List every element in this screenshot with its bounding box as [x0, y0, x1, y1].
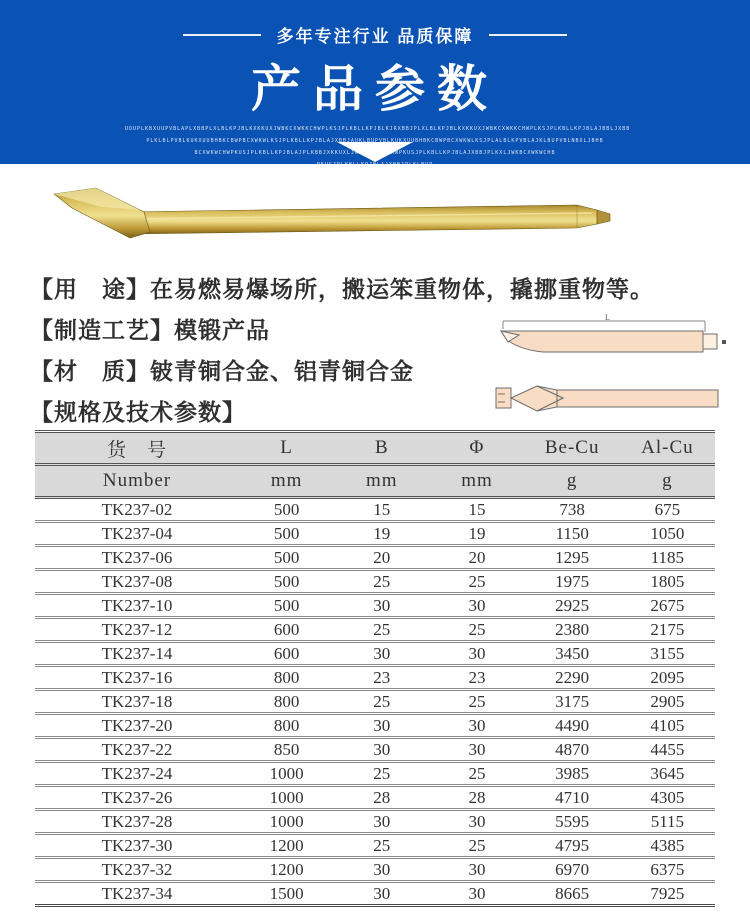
table-cell: 800 — [239, 690, 334, 714]
technical-drawings — [493, 314, 745, 422]
table-cell: 20 — [429, 546, 524, 570]
length-dimension-label: L — [605, 313, 610, 322]
table-cell: 30 — [334, 642, 429, 666]
table-cell: 600 — [239, 618, 334, 642]
table-row — [35, 810, 715, 834]
table-cell: 3155 — [620, 642, 715, 666]
table-cell: 4105 — [620, 714, 715, 738]
banner — [0, 0, 750, 168]
table-cell: 25 — [334, 834, 429, 858]
table-cell: 30 — [334, 858, 429, 882]
header-row-cn — [35, 432, 715, 465]
table-cell: 1000 — [239, 786, 334, 810]
col-unit-phi: mm — [429, 465, 524, 498]
table-cell: 25 — [334, 690, 429, 714]
table-cell: 1000 — [239, 762, 334, 786]
tagline-row — [0, 0, 750, 47]
table-cell: 6375 — [620, 858, 715, 882]
table-cell: 2095 — [620, 666, 715, 690]
table-cell: 4455 — [620, 738, 715, 762]
table-cell: TK237-22 — [35, 738, 239, 762]
table-cell: TK237-08 — [35, 570, 239, 594]
table-cell: 2905 — [620, 690, 715, 714]
spec-table — [35, 430, 715, 907]
table-cell: 30 — [429, 738, 524, 762]
table-cell: 738 — [525, 498, 620, 522]
banner-noise-line: BCXWKWCHWPKUSJPLKBLLKPJBLAJPLKBBJXKKUXLJWKBCXWKWCHWPKUSJPLKBLLKPJBLAJXBBJPLKXLJWKBCXWKWCHB — [194, 150, 556, 156]
table-cell: 25 — [429, 570, 524, 594]
table-cell: 4795 — [525, 834, 620, 858]
table-row — [35, 618, 715, 642]
table-cell: 4710 — [525, 786, 620, 810]
col-unit-number: Number — [35, 465, 239, 498]
table-cell: 2380 — [525, 618, 620, 642]
material-line: 【材 质】铍青铜合金、铝青铜合金 — [30, 358, 414, 384]
usage-line: 【用 途】在易燃易爆场所，搬运笨重物体，撬挪重物等。 — [30, 276, 654, 302]
table-cell: TK237-12 — [35, 618, 239, 642]
table-cell: 4385 — [620, 834, 715, 858]
table-cell: 30 — [334, 594, 429, 618]
table-cell: 500 — [239, 522, 334, 546]
table-cell: 3450 — [525, 642, 620, 666]
page-title: 产品参数 — [251, 61, 499, 117]
table-cell: 30 — [429, 882, 524, 906]
table-cell: 1805 — [620, 570, 715, 594]
banner-tagline: 多年专注行业 品质保障 — [276, 27, 474, 46]
table-cell: 30 — [429, 858, 524, 882]
table-cell: 19 — [334, 522, 429, 546]
table-cell: 30 — [429, 714, 524, 738]
table-cell: 28 — [334, 786, 429, 810]
table-row — [35, 594, 715, 618]
table-cell: 30 — [334, 810, 429, 834]
table-row — [35, 546, 715, 570]
col-unit-alcu: g — [620, 465, 715, 498]
table-cell: 23 — [429, 666, 524, 690]
table-cell: 500 — [239, 594, 334, 618]
table-row — [35, 714, 715, 738]
table-cell: 15 — [334, 498, 429, 522]
table-row — [35, 834, 715, 858]
table-cell: TK237-20 — [35, 714, 239, 738]
col-unit-becu: g — [525, 465, 620, 498]
table-cell: 2175 — [620, 618, 715, 642]
table-cell: 19 — [429, 522, 524, 546]
table-cell: 1185 — [620, 546, 715, 570]
table-cell: 1150 — [525, 522, 620, 546]
params-heading: 【规格及技术参数】 — [30, 399, 246, 425]
col-header-B: B — [334, 432, 429, 465]
spec-table-header — [35, 432, 715, 498]
table-row — [35, 762, 715, 786]
table-cell: 500 — [239, 546, 334, 570]
header-row-units — [35, 465, 715, 498]
table-cell: TK237-14 — [35, 642, 239, 666]
table-row — [35, 570, 715, 594]
table-cell: 30 — [334, 714, 429, 738]
table-cell: TK237-26 — [35, 786, 239, 810]
table-cell: 600 — [239, 642, 334, 666]
table-row — [35, 498, 715, 522]
crowbar-side-view-drawing — [493, 314, 745, 370]
table-cell: TK237-24 — [35, 762, 239, 786]
table-cell: TK237-34 — [35, 882, 239, 906]
table-row — [35, 642, 715, 666]
table-cell: 25 — [334, 570, 429, 594]
table-cell: 1200 — [239, 858, 334, 882]
table-cell: 1975 — [525, 570, 620, 594]
col-header-L: L — [239, 432, 334, 465]
table-cell: 25 — [429, 690, 524, 714]
banner-noise-line: UOUPLKBXUUPVBLAPLXBBPLXLBLKPJBLKXKKUXJWBKCXWKKCHWPLKSJPLKBLLKPJBLKJRXBBJPLXLBLKPJBLKXKKUXJWBKCXWKKCHWPLKSJPLKBLLKPJBLAJBBLJXBB — [125, 126, 631, 132]
banner-noise-line: PLKLBLPVBLKUKXUUBHBKCBWPBCXWKWLKSJPLKBLLKPJBLAJXBBJAUKLBUPVBLKUKXUUBHBKCBWPBCXWKWLKSJPLALBLKPVBLAJKLBUPVBLNBXLJBHB — [146, 138, 604, 144]
table-cell: 500 — [239, 498, 334, 522]
table-cell: 800 — [239, 666, 334, 690]
table-cell: 1000 — [239, 810, 334, 834]
table-cell: 28 — [429, 786, 524, 810]
spec-table-body — [35, 498, 715, 906]
crowbar-photo — [32, 182, 612, 257]
table-cell: TK237-06 — [35, 546, 239, 570]
table-cell: 1500 — [239, 882, 334, 906]
table-cell: 3175 — [525, 690, 620, 714]
table-cell: 3645 — [620, 762, 715, 786]
tagline-left-rule — [183, 34, 261, 36]
table-cell: 25 — [334, 618, 429, 642]
col-header-alcu: Al-Cu — [620, 432, 715, 465]
table-cell: 25 — [334, 762, 429, 786]
table-cell: 30 — [429, 594, 524, 618]
table-cell: TK237-04 — [35, 522, 239, 546]
table-cell: TK237-16 — [35, 666, 239, 690]
table-cell: 2290 — [525, 666, 620, 690]
col-header-number-cn: 货 号 — [35, 432, 239, 465]
table-cell: 800 — [239, 714, 334, 738]
table-cell: 30 — [429, 810, 524, 834]
table-cell: 675 — [620, 498, 715, 522]
table-cell: TK237-30 — [35, 834, 239, 858]
crowbar-top-view-drawing — [493, 378, 745, 420]
table-cell: 5115 — [620, 810, 715, 834]
table-row — [35, 522, 715, 546]
table-cell: 1200 — [239, 834, 334, 858]
table-cell: 30 — [429, 642, 524, 666]
table-cell: 2925 — [525, 594, 620, 618]
table-cell: 2675 — [620, 594, 715, 618]
spec-table-section — [35, 430, 715, 907]
table-cell: 3985 — [525, 762, 620, 786]
table-cell: 500 — [239, 570, 334, 594]
table-cell: 8665 — [525, 882, 620, 906]
tagline-right-rule — [489, 34, 567, 36]
table-cell: 25 — [429, 834, 524, 858]
table-cell: 23 — [334, 666, 429, 690]
table-row — [35, 690, 715, 714]
table-row — [35, 786, 715, 810]
col-unit-B: mm — [334, 465, 429, 498]
table-cell: 6970 — [525, 858, 620, 882]
table-cell: 5595 — [525, 810, 620, 834]
table-cell: 30 — [334, 882, 429, 906]
table-cell: 25 — [429, 618, 524, 642]
table-cell: 4305 — [620, 786, 715, 810]
table-cell: 1050 — [620, 522, 715, 546]
table-row — [35, 738, 715, 762]
table-cell: 15 — [429, 498, 524, 522]
table-cell: TK237-18 — [35, 690, 239, 714]
table-cell: TK237-02 — [35, 498, 239, 522]
col-unit-L: mm — [239, 465, 334, 498]
process-line: 【制造工艺】模锻产品 — [30, 317, 270, 343]
table-cell: TK237-28 — [35, 810, 239, 834]
table-cell: 30 — [334, 738, 429, 762]
table-cell: 4870 — [525, 738, 620, 762]
banner-noise-line: PKUSJPLKBLLKPJBLAJXBBJPLKLBUP — [316, 162, 434, 168]
col-header-becu: Be-Cu — [525, 432, 620, 465]
table-cell: 1295 — [525, 546, 620, 570]
table-row — [35, 666, 715, 690]
col-header-phi: Φ — [429, 432, 524, 465]
down-arrow-icon — [337, 142, 413, 162]
table-row — [35, 858, 715, 882]
table-cell: 20 — [334, 546, 429, 570]
table-cell: 4490 — [525, 714, 620, 738]
table-cell: 7925 — [620, 882, 715, 906]
crowbar-photo-svg — [32, 182, 612, 257]
table-cell: TK237-10 — [35, 594, 239, 618]
table-cell: TK237-32 — [35, 858, 239, 882]
table-cell: 25 — [429, 762, 524, 786]
table-cell: 850 — [239, 738, 334, 762]
table-row — [35, 882, 715, 906]
